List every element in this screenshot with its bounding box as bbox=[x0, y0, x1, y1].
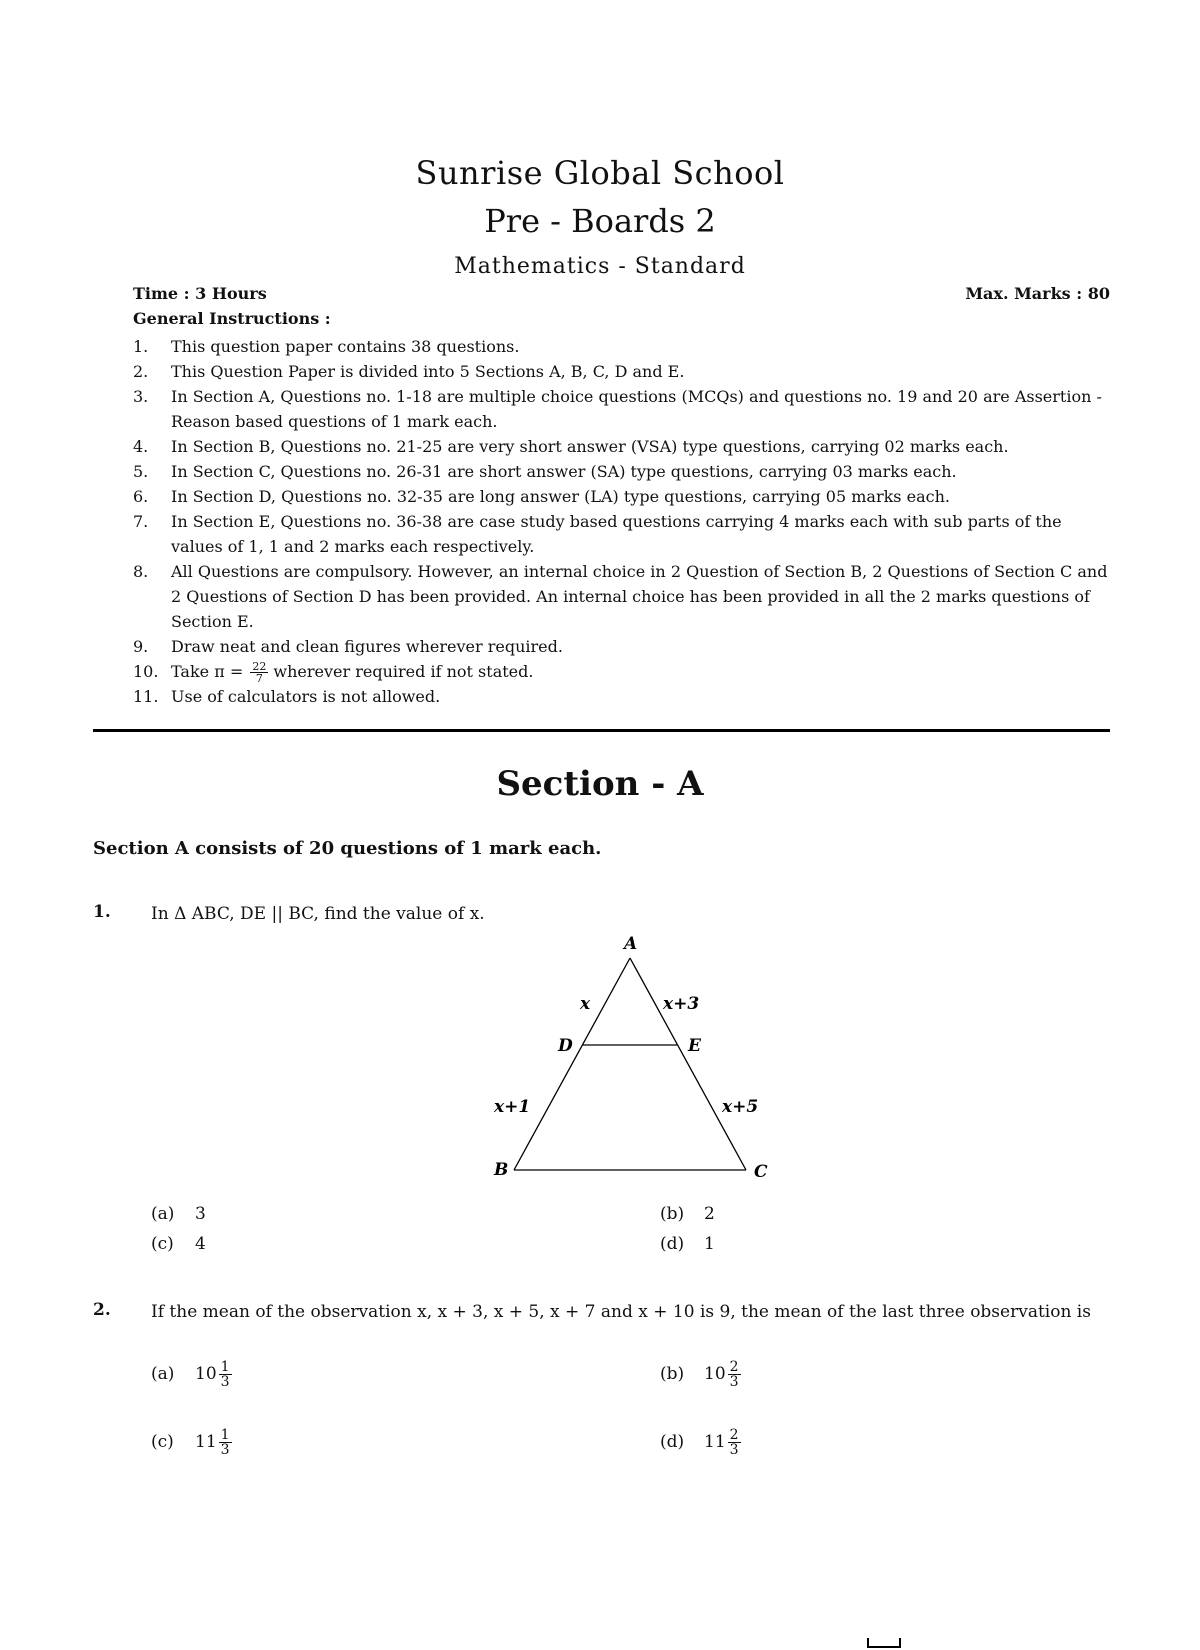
option-a[interactable] bbox=[151, 1204, 206, 1224]
instruction-item bbox=[133, 334, 1110, 359]
option-label: (a) bbox=[151, 1364, 175, 1384]
option-whole: 11 bbox=[195, 1432, 217, 1452]
option-d[interactable] bbox=[660, 1234, 715, 1254]
fraction-numerator: 2 bbox=[729, 1427, 739, 1443]
option-value: 4 bbox=[195, 1234, 206, 1254]
instruction-number: 7. bbox=[133, 512, 149, 531]
instruction-number: 4. bbox=[133, 437, 149, 456]
instruction-item bbox=[133, 684, 1110, 709]
option-b[interactable] bbox=[660, 1204, 715, 1224]
fraction-denominator: 3 bbox=[220, 1374, 230, 1390]
instruction-text: In Section B, Questions no. 21-25 are very short answer (VSA) type questions, carrying 02 marks each. bbox=[171, 437, 1009, 456]
vertex-label-c: C bbox=[754, 1162, 768, 1182]
option-label: (c) bbox=[151, 1234, 174, 1254]
instruction-number: 11. bbox=[133, 687, 159, 706]
option-fraction bbox=[728, 1360, 741, 1389]
question-number: 1. bbox=[93, 902, 111, 922]
instruction-item bbox=[133, 359, 1110, 384]
side-ac bbox=[630, 958, 746, 1170]
option-b[interactable] bbox=[660, 1360, 741, 1389]
side-ab bbox=[514, 958, 630, 1170]
instruction-number: 9. bbox=[133, 637, 149, 656]
option-fraction bbox=[728, 1428, 741, 1457]
instruction-item bbox=[133, 434, 1110, 459]
option-c[interactable] bbox=[151, 1428, 232, 1457]
fraction-denominator: 3 bbox=[729, 1374, 739, 1390]
instruction-item bbox=[133, 634, 1110, 659]
instruction-number: 8. bbox=[133, 562, 149, 581]
option-value: 2 bbox=[704, 1204, 715, 1224]
time-allowed: Time : 3 Hours bbox=[133, 284, 267, 303]
instruction-text: Use of calculators is not allowed. bbox=[171, 687, 441, 706]
instruction-item bbox=[133, 559, 1110, 634]
option-value: 1 bbox=[704, 1234, 715, 1254]
instruction-text: This Question Paper is divided into 5 Sections A, B, C, D and E. bbox=[171, 362, 685, 381]
side-label-ad: x bbox=[580, 994, 591, 1014]
option-whole: 10 bbox=[195, 1364, 217, 1384]
option-label: (d) bbox=[660, 1432, 685, 1452]
option-a[interactable] bbox=[151, 1360, 232, 1389]
instruction-number: 1. bbox=[133, 337, 149, 356]
option-fraction bbox=[219, 1428, 232, 1457]
vertex-label-d: D bbox=[558, 1036, 573, 1056]
side-label-db: x+1 bbox=[494, 1097, 531, 1117]
instruction-text: In Section E, Questions no. 36-38 are case study based questions carrying 4 marks each with sub parts of the values of 1, 1 and 2 marks each respectively. bbox=[171, 512, 1062, 556]
fraction-denominator: 3 bbox=[729, 1442, 739, 1458]
instruction-item bbox=[133, 384, 1110, 434]
exam-title: Pre - Boards 2 bbox=[484, 202, 716, 240]
subject-title: Mathematics - Standard bbox=[454, 254, 746, 279]
option-label: (a) bbox=[151, 1204, 175, 1224]
instruction-text: This question paper contains 38 questions. bbox=[171, 337, 520, 356]
vertex-label-e: E bbox=[688, 1036, 701, 1056]
instruction-number: 5. bbox=[133, 462, 149, 481]
instruction-number: 10. bbox=[133, 662, 159, 681]
fraction-denominator: 7 bbox=[255, 672, 263, 685]
question-text: In Δ ABC, DE || BC, find the value of x. bbox=[151, 904, 485, 924]
option-label: (b) bbox=[660, 1364, 685, 1384]
option-whole: 10 bbox=[704, 1364, 726, 1384]
option-label: (b) bbox=[660, 1204, 685, 1224]
fraction-numerator: 1 bbox=[220, 1359, 230, 1375]
triangle-figure bbox=[480, 935, 780, 1190]
page-bracket-mark bbox=[867, 1638, 901, 1648]
instruction-item bbox=[133, 509, 1110, 559]
instruction-text: In Section A, Questions no. 1-18 are multiple choice questions (MCQs) and questions no. 19 and 20 are Assertion - Reason based questions of 1 mark each. bbox=[171, 387, 1102, 431]
option-label: (d) bbox=[660, 1234, 685, 1254]
fraction-numerator: 1 bbox=[220, 1427, 230, 1443]
instruction-number: 2. bbox=[133, 362, 149, 381]
instruction-item bbox=[133, 459, 1110, 484]
instruction-number: 6. bbox=[133, 487, 149, 506]
instruction-text: In Section C, Questions no. 26-31 are short answer (SA) type questions, carrying 03 marks each. bbox=[171, 462, 957, 481]
instruction-text-after: wherever required if not stated. bbox=[273, 662, 534, 681]
option-whole: 11 bbox=[704, 1432, 726, 1452]
section-note: Section A consists of 20 questions of 1 mark each. bbox=[93, 838, 602, 859]
instruction-number: 3. bbox=[133, 387, 149, 406]
school-name: Sunrise Global School bbox=[415, 154, 785, 192]
horizontal-rule bbox=[93, 729, 1110, 732]
side-label-ec: x+5 bbox=[722, 1097, 759, 1117]
option-d[interactable] bbox=[660, 1428, 741, 1457]
option-fraction bbox=[219, 1360, 232, 1389]
instruction-text: All Questions are compulsory. However, an internal choice in 2 Question of Section B, 2 Questions of Section C and 2 Questions of Section D has been provided. An internal choice has been provided in all the 2 marks questions of Section E. bbox=[171, 562, 1108, 631]
instructions-heading: General Instructions : bbox=[133, 309, 331, 328]
max-marks: Max. Marks : 80 bbox=[965, 284, 1110, 303]
pi-fraction bbox=[250, 661, 268, 684]
question-number: 2. bbox=[93, 1300, 111, 1320]
instruction-item bbox=[133, 484, 1110, 509]
instruction-text: In Section D, Questions no. 32-35 are long answer (LA) type questions, carrying 05 marks each. bbox=[171, 487, 950, 506]
instruction-text: Draw neat and clean figures wherever required. bbox=[171, 637, 563, 656]
option-value: 3 bbox=[195, 1204, 206, 1224]
vertex-label-a: A bbox=[624, 935, 638, 954]
section-title: Section - A bbox=[496, 764, 704, 804]
instruction-text-before: Take π = bbox=[171, 662, 244, 681]
instruction-item bbox=[133, 659, 1110, 684]
option-c[interactable] bbox=[151, 1234, 206, 1254]
instructions-list bbox=[133, 334, 1110, 709]
question-text: If the mean of the observation x, x + 3, x + 5, x + 7 and x + 10 is 9, the mean of the last three observation is bbox=[151, 1302, 1091, 1322]
vertex-label-b: B bbox=[494, 1160, 509, 1180]
fraction-numerator: 2 bbox=[729, 1359, 739, 1375]
fraction-numerator: 22 bbox=[252, 660, 267, 673]
option-label: (c) bbox=[151, 1432, 174, 1452]
side-label-ae: x+3 bbox=[663, 994, 700, 1014]
fraction-denominator: 3 bbox=[220, 1442, 230, 1458]
